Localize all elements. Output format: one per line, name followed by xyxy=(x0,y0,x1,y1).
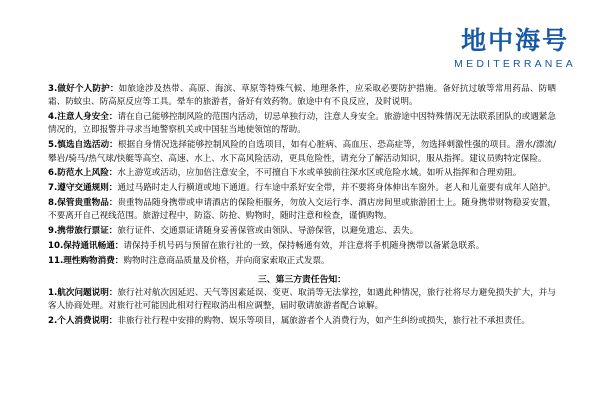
paragraph-4 xyxy=(48,111,556,138)
section-paragraph-2-text: 非旅行社行程中安排的购物、娱乐等项目，属旅游者个人消费行为，如产生纠纷或损失，旅行社不承担责任。 xyxy=(117,316,530,327)
section-paragraph-1-lead: 1.航次问题说明： xyxy=(48,288,118,299)
paragraph-11 xyxy=(48,255,556,268)
section-paragraph-1 xyxy=(48,287,556,314)
paragraph-6-lead: 6.防范水上风险： xyxy=(48,168,118,179)
paragraph-10-lead: 10.保持通讯畅通： xyxy=(48,240,124,251)
paragraph-4-text: 请在自己能够控制风险的范围内活动，切忌单独行动，注意人身安全。旅游途中因特殊情况无法联系团队的或遇紧急情况的，立即报警并寻求当地警察机关或中国驻当地使领馆的帮助。 xyxy=(48,112,556,136)
paragraph-8 xyxy=(48,197,556,224)
brand-logo xyxy=(454,28,576,70)
paragraph-9 xyxy=(48,225,556,238)
paragraph-7-lead: 7.遵守交通规则： xyxy=(48,183,118,194)
paragraph-5 xyxy=(48,139,556,166)
paragraph-5-text: 根据自身情况选择能够控制风险的自选项目，如有心脏病、高血压、恐高症等，勿选择刺激性强的项目。潜水/漂流/攀岩/骑马/热气球/快艇等高空、高速、水上、水下高风险活动，更具危险性，请充分了解活动知识，服从指挥。建议员购特定保险。 xyxy=(48,140,556,164)
paragraph-10-text: 请保持手机号码与预留在旅行社的一致，保持畅通有效，并注意将手机随身携带以备紧急联系。 xyxy=(123,240,485,251)
paragraph-9-text: 旅行证件、交通票证请随身妥善保管或由领队、导游保管，以避免遗忘、丢失。 xyxy=(117,226,419,237)
paragraph-8-lead: 8.保管贵重物品： xyxy=(48,198,118,208)
paragraph-11-text: 购物时注意商品质量及价格，并向商家索取正式发票。 xyxy=(123,255,330,266)
paragraph-3-text: 如旅途涉及热带、高原、海滨、草原等特殊气候、地理条件，应采取必要防护措施。备好抗过敏等常用药品、防晒霜、防蚊虫、防高原反应等工具。晕车的旅游者，备好有效药物。旅途中有不良反应，及时说明。 xyxy=(48,84,556,108)
document-body xyxy=(48,83,556,330)
brand-name-en: MEDITERRANEA xyxy=(454,58,576,70)
brand-name-cn: 地中海号 xyxy=(461,26,570,55)
section-heading: 三、第三方责任告知： xyxy=(258,275,346,286)
paragraph-11-lead: 11.理性购物消费： xyxy=(48,255,124,266)
paragraph-9-lead: 9.携带旅行票证： xyxy=(48,226,118,237)
paragraph-7 xyxy=(48,182,556,195)
paragraph-6 xyxy=(48,167,556,180)
section-paragraph-2 xyxy=(48,315,556,328)
paragraph-10 xyxy=(48,240,556,253)
section-paragraph-1-text: 旅行社对航次因延迟、天气等因素延误、变更、取消等无法掌控，如遇此种情况，旅行社将尽力避免损失扩大，并与客人协商处理。对旅行社可能因此相对行程取消出相应调整，届时敬请旅游者配合谅解。 xyxy=(48,288,556,312)
paragraph-8-text: 贵重物品随身携带或申请酒店的保险柜服务，勿放入交运行李、酒店房间里或旅游团士上。随身携带财物稳妥安置，不要离开自己视线范围。旅游过程中，防盗、防抢、购物时，随时注意和检查，谨慎购物。 xyxy=(48,198,556,222)
paragraph-3 xyxy=(48,83,556,110)
section-paragraph-2-lead: 2.个人消费说明： xyxy=(48,316,118,327)
paragraph-6-text: 水上游览或活动，应加倍注意安全，不可擅自下水或单独前往深水区或危险水域。如听从指挥和合理劝阻。 xyxy=(117,168,522,179)
paragraph-4-lead: 4.注意人身安全： xyxy=(48,112,118,123)
paragraph-5-lead: 5.慎选自选活动： xyxy=(48,140,118,151)
paragraph-7-text: 通过马路时走人行横道或地下通道。行车途中系好安全带，并不要将身体伸出车窗外。老人和儿童要有成年人陪护。 xyxy=(117,183,556,194)
paragraph-3-lead: 3.做好个人防护： xyxy=(48,84,119,94)
